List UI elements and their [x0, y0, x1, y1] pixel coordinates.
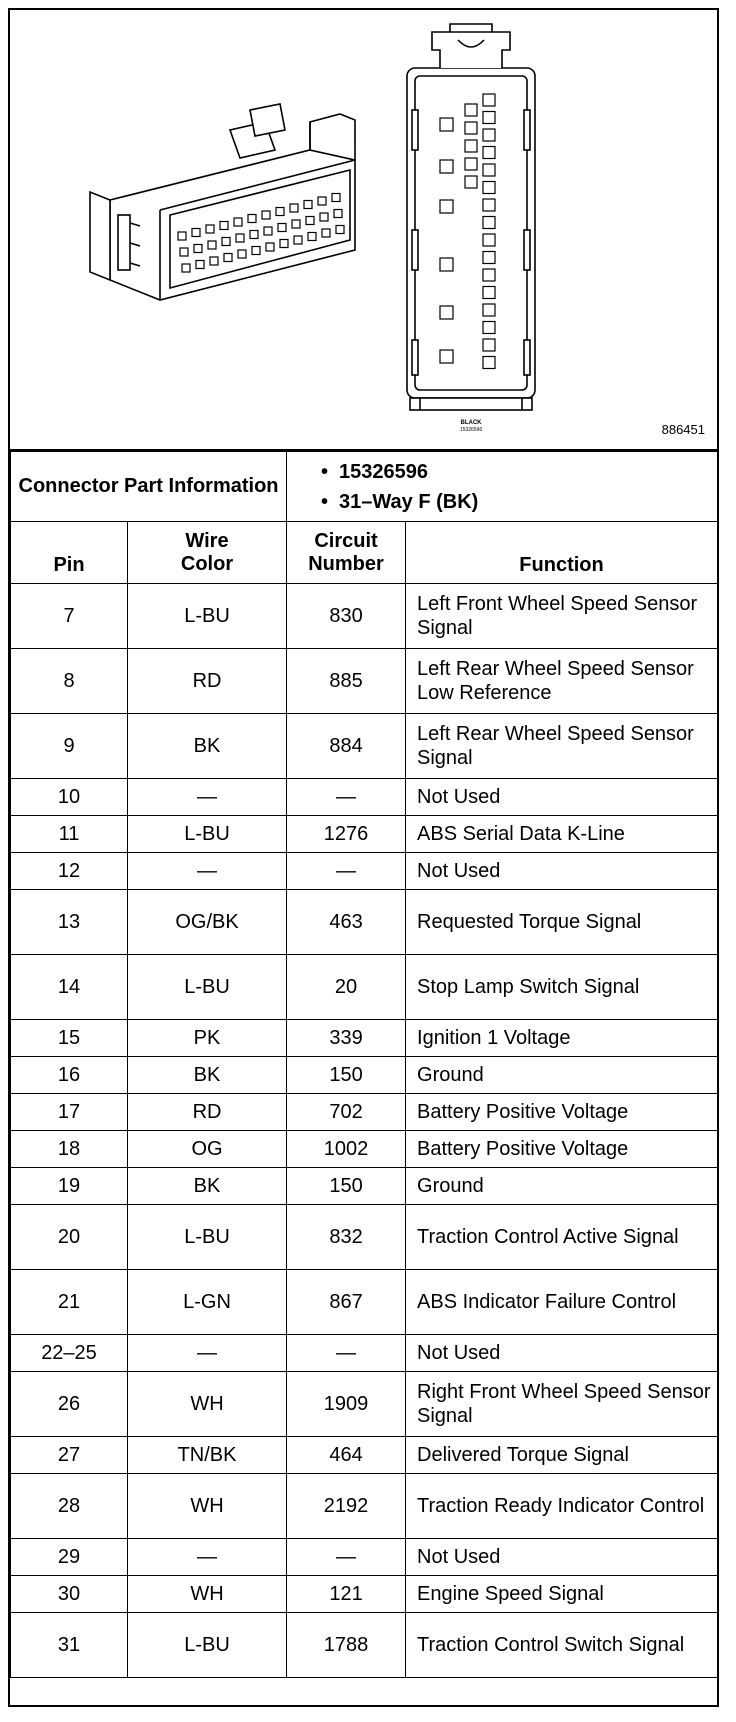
pin-cell: 15 [11, 1020, 128, 1057]
function-cell: Not Used [406, 853, 718, 890]
function-cell: Traction Control Switch Signal [406, 1613, 718, 1678]
function-cell: Left Rear Wheel Speed Sensor Signal [406, 714, 718, 779]
pin-cell: 14 [11, 955, 128, 1020]
function-cell: Requested Torque Signal [406, 890, 718, 955]
circuit-number-cell: 121 [287, 1576, 406, 1613]
pin-cell: 13 [11, 890, 128, 955]
header-pin: Pin [11, 522, 128, 584]
function-cell: Not Used [406, 779, 718, 816]
front-pin-cavity [483, 94, 495, 106]
function-cell: ABS Serial Data K-Line [406, 816, 718, 853]
circuit-number-cell: — [287, 1335, 406, 1372]
front-pin-cavity [483, 357, 495, 369]
function-cell: Engine Speed Signal [406, 1576, 718, 1613]
iso-pin-cavity [264, 227, 272, 235]
function-cell: Ignition 1 Voltage [406, 1020, 718, 1057]
iso-pin-cavity [334, 210, 342, 218]
wire-color-cell: L-BU [128, 955, 287, 1020]
front-pin-cavity [483, 234, 495, 246]
table-row [11, 1205, 718, 1270]
iso-pin-cavity [224, 254, 232, 262]
circuit-number-cell: 1909 [287, 1372, 406, 1437]
wire-color-cell: OG [128, 1131, 287, 1168]
wire-color-cell: BK [128, 1168, 287, 1205]
iso-pin-cavity [306, 217, 314, 225]
wire-color-cell: L-GN [128, 1270, 287, 1335]
table-row [11, 1131, 718, 1168]
wire-color-cell: L-BU [128, 1613, 287, 1678]
circuit-number-cell: 1788 [287, 1613, 406, 1678]
wire-color-cell: RD [128, 1094, 287, 1131]
pin-cell: 29 [11, 1539, 128, 1576]
iso-pin-cavity [208, 241, 216, 249]
function-cell: Ground [406, 1057, 718, 1094]
iso-pin-cavity [196, 261, 204, 269]
function-cell: Battery Positive Voltage [406, 1131, 718, 1168]
front-pin-cavity [483, 182, 495, 194]
wire-color-cell: BK [128, 714, 287, 779]
wire-color-cell: PK [128, 1020, 287, 1057]
pin-cell: 18 [11, 1131, 128, 1168]
front-pin-cavity [465, 122, 477, 134]
connector-illustration [10, 10, 717, 451]
wire-color-cell: — [128, 853, 287, 890]
front-pin-cavity [440, 350, 453, 363]
circuit-number-cell: 150 [287, 1057, 406, 1094]
circuit-number-cell: — [287, 853, 406, 890]
front-pin-cavity [465, 104, 477, 116]
table-row [11, 1539, 718, 1576]
iso-pin-cavity [336, 226, 344, 234]
connector-type: • 31–Way F (BK) [321, 490, 479, 513]
iso-pin-cavity [320, 213, 328, 221]
table-row [11, 1576, 718, 1613]
table-row [11, 1168, 718, 1205]
function-cell: Right Front Wheel Speed Sensor Signal [406, 1372, 718, 1437]
wire-color-cell: WH [128, 1474, 287, 1539]
front-pin-cavity [440, 200, 453, 213]
connector-part-number: • 15326596 [321, 460, 428, 483]
header-wire-color: Wire Color [128, 522, 287, 584]
wire-color-cell: — [128, 779, 287, 816]
iso-pin-cavity [220, 222, 228, 230]
function-cell: Delivered Torque Signal [406, 1437, 718, 1474]
connector-isometric-view [90, 104, 355, 300]
front-pin-cavity [483, 217, 495, 229]
pin-cell: 22–25 [11, 1335, 128, 1372]
connector-part-label: 15326596 [459, 427, 483, 433]
front-pin-cavity [440, 160, 453, 173]
function-cell: Left Rear Wheel Speed Sensor Low Reference [406, 649, 718, 714]
table-row [11, 1094, 718, 1131]
front-pin-cavity [483, 252, 495, 264]
front-pin-cavity [483, 147, 495, 159]
connector-info-label: Connector Part Information [11, 452, 287, 522]
iso-pin-cavity [278, 224, 286, 232]
circuit-number-cell: 339 [287, 1020, 406, 1057]
iso-pin-cavity [194, 245, 202, 253]
iso-pin-cavity [292, 220, 300, 228]
figure-number: 886451 [661, 422, 705, 437]
circuit-number-cell: 867 [287, 1270, 406, 1335]
circuit-number-cell: 1002 [287, 1131, 406, 1168]
iso-pin-cavity [280, 240, 288, 248]
pin-cell: 30 [11, 1576, 128, 1613]
iso-pin-cavity [304, 201, 312, 209]
iso-pin-cavity [294, 236, 302, 244]
wire-color-cell: L-BU [128, 816, 287, 853]
circuit-number-cell: 20 [287, 955, 406, 1020]
iso-pin-cavity [238, 250, 246, 258]
pin-cell: 11 [11, 816, 128, 853]
iso-pin-cavity [276, 208, 284, 216]
table-row [11, 1613, 718, 1678]
wire-color-cell: — [128, 1539, 287, 1576]
front-pin-cavity [440, 306, 453, 319]
iso-pin-cavity [250, 231, 258, 239]
table-row [11, 584, 718, 649]
circuit-number-cell: 884 [287, 714, 406, 779]
wire-color-cell: WH [128, 1372, 287, 1437]
table-row [11, 853, 718, 890]
iso-pin-cavity [290, 204, 298, 212]
circuit-number-cell: 702 [287, 1094, 406, 1131]
function-cell: Battery Positive Voltage [406, 1094, 718, 1131]
pin-cell: 16 [11, 1057, 128, 1094]
pinout-table [10, 451, 718, 1678]
iso-pin-cavity [234, 218, 242, 226]
iso-pin-cavity [180, 248, 188, 256]
iso-pin-cavity [318, 197, 326, 205]
circuit-number-cell: 2192 [287, 1474, 406, 1539]
circuit-number-cell: 463 [287, 890, 406, 955]
pin-cell: 26 [11, 1372, 128, 1437]
iso-pin-cavity [248, 215, 256, 223]
pin-cell: 10 [11, 779, 128, 816]
table-header-row [11, 522, 718, 584]
wire-color-cell: L-BU [128, 584, 287, 649]
header-circuit-number: Circuit Number [287, 522, 406, 584]
front-pin-cavity [483, 164, 495, 176]
circuit-number-cell: — [287, 1539, 406, 1576]
iso-pin-cavity [222, 238, 230, 246]
circuit-number-cell: 830 [287, 584, 406, 649]
table-row [11, 714, 718, 779]
pin-cell: 20 [11, 1205, 128, 1270]
connector-document [8, 8, 719, 1707]
function-cell: Not Used [406, 1335, 718, 1372]
wire-color-cell: OG/BK [128, 890, 287, 955]
function-cell: ABS Indicator Failure Control [406, 1270, 718, 1335]
table-row [11, 649, 718, 714]
pin-cell: 31 [11, 1613, 128, 1678]
pin-cell: 8 [11, 649, 128, 714]
circuit-number-cell: 150 [287, 1168, 406, 1205]
wire-color-cell: RD [128, 649, 287, 714]
connector-info-values [287, 452, 718, 522]
table-row [11, 779, 718, 816]
connector-drawing [10, 10, 717, 451]
wire-color-cell: TN/BK [128, 1437, 287, 1474]
header-function: Function [406, 522, 718, 584]
function-cell: Ground [406, 1168, 718, 1205]
front-pin-cavity [465, 140, 477, 152]
table-row [11, 890, 718, 955]
front-pin-cavity [483, 112, 495, 124]
iso-pin-cavity [182, 264, 190, 272]
connector-info-row [11, 452, 718, 522]
iso-pin-cavity [178, 232, 186, 240]
connector-color-label: BLACK [460, 420, 482, 426]
front-pin-cavity [465, 176, 477, 188]
wire-color-cell: WH [128, 1576, 287, 1613]
pin-cell: 27 [11, 1437, 128, 1474]
table-row [11, 1437, 718, 1474]
pin-cell: 12 [11, 853, 128, 890]
wire-color-cell: L-BU [128, 1205, 287, 1270]
circuit-number-cell: 464 [287, 1437, 406, 1474]
front-pin-cavity [483, 269, 495, 281]
iso-pin-cavity [308, 233, 316, 241]
circuit-number-cell: 832 [287, 1205, 406, 1270]
front-pin-cavity [483, 287, 495, 299]
table-row [11, 1270, 718, 1335]
table-row [11, 816, 718, 853]
circuit-number-cell: — [287, 779, 406, 816]
pin-cell: 28 [11, 1474, 128, 1539]
front-pin-cavity [483, 339, 495, 351]
wire-color-cell: BK [128, 1057, 287, 1094]
front-pin-cavity [483, 199, 495, 211]
function-cell: Not Used [406, 1539, 718, 1576]
iso-pin-cavity [236, 234, 244, 242]
connector-front-view [407, 24, 535, 410]
iso-pin-cavity [206, 225, 214, 233]
pin-cell: 19 [11, 1168, 128, 1205]
circuit-number-cell: 1276 [287, 816, 406, 853]
iso-pin-cavity [322, 229, 330, 237]
iso-pin-cavity [252, 247, 260, 255]
function-cell: Stop Lamp Switch Signal [406, 955, 718, 1020]
pin-cell: 7 [11, 584, 128, 649]
iso-pin-cavity [262, 211, 270, 219]
table-row [11, 955, 718, 1020]
front-pin-cavity [483, 129, 495, 141]
iso-pin-cavity [332, 194, 340, 202]
pin-cell: 21 [11, 1270, 128, 1335]
table-row [11, 1474, 718, 1539]
table-row [11, 1372, 718, 1437]
function-cell: Traction Control Active Signal [406, 1205, 718, 1270]
pin-cell: 17 [11, 1094, 128, 1131]
iso-pin-cavity [266, 243, 274, 251]
table-row [11, 1020, 718, 1057]
front-pin-cavity [440, 258, 453, 271]
circuit-number-cell: 885 [287, 649, 406, 714]
iso-pin-cavity [192, 229, 200, 237]
table-row [11, 1335, 718, 1372]
table-row [11, 1057, 718, 1094]
function-cell: Traction Ready Indicator Control [406, 1474, 718, 1539]
function-cell: Left Front Wheel Speed Sensor Signal [406, 584, 718, 649]
wire-color-cell: — [128, 1335, 287, 1372]
front-pin-cavity [483, 304, 495, 316]
front-pin-cavity [465, 158, 477, 170]
iso-pin-cavity [210, 257, 218, 265]
front-pin-cavity [440, 118, 453, 131]
front-pin-cavity [483, 322, 495, 334]
pin-cell: 9 [11, 714, 128, 779]
